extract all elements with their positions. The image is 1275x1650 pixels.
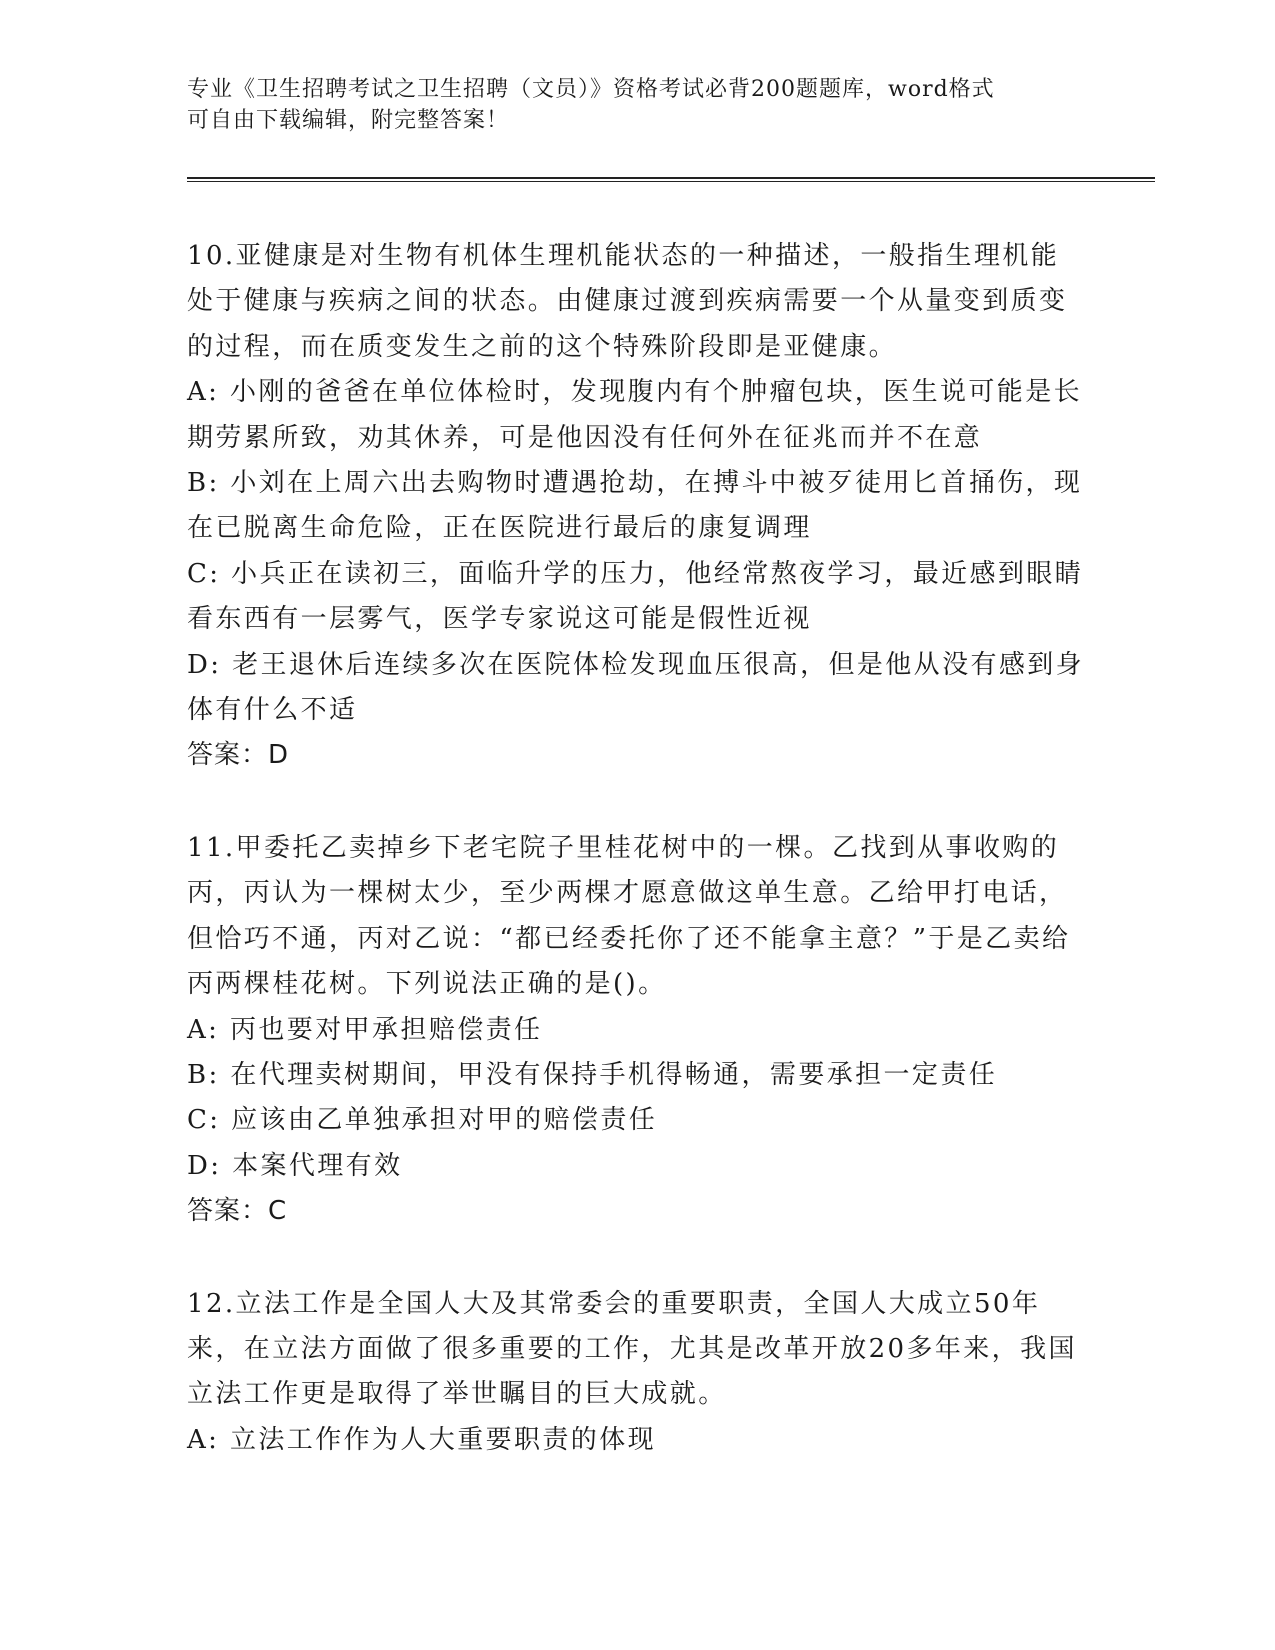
answer-line: 答案：C: [187, 1196, 288, 1227]
header-title-line2: 可自由下载编辑，附完整答案！: [187, 108, 510, 133]
option-d: D: 本案代理有效: [187, 1150, 403, 1181]
answer-line: 答案：D: [187, 740, 290, 771]
header-divider: [187, 177, 1155, 182]
question-12: [187, 1282, 1087, 1464]
option-a: A: 立法工作作为人大重要职责的体现: [187, 1424, 657, 1455]
header-title-line1: 专业《卫生招聘考试之卫生招聘（文员）》资格考试必背200题题库，word格式: [187, 77, 995, 102]
option-c: C: 小兵正在读初三，面临升学的压力，他经常熬夜学习，最近感到眼睛看东西有一层雾气，医学专家说这可能是假性近视: [187, 558, 1084, 635]
option-c: C: 应该由乙单独承担对甲的赔偿责任: [187, 1105, 658, 1136]
option-a: A: 丙也要对甲承担赔偿责任: [187, 1014, 543, 1045]
option-a: A: 小刚的爸爸在单位体检时，发现腹内有个肿瘤包块，医生说可能是长期劳累所致，劝其休养，可是他因没有任何外在征兆而并不在意: [187, 377, 1083, 453]
option-b: B: 在代理卖树期间，甲没有保持手机得畅通，需要承担一定责任: [187, 1059, 998, 1090]
question-stem: 12.立法工作是全国人大及其常委会的重要职责，全国人大成立50年来，在立法方面做了很多重要的工作，尤其是改革开放20多年来，我国立法工作更是取得了举世瞩目的巨大成就。: [187, 1288, 1077, 1410]
question-10: [187, 234, 1087, 779]
question-list: [187, 234, 1087, 1510]
question-11: [187, 826, 1087, 1235]
document-header: [187, 74, 1067, 136]
option-d: D: 老王退休后连续多次在医院体检发现血压很高，但是他从没有感到身体有什么不适: [187, 649, 1085, 726]
question-stem: 11.甲委托乙卖掉乡下老宅院子里桂花树中的一棵。乙找到从事收购的丙，丙认为一棵树太少，至少两棵才愿意做这单生意。乙给甲打电话，但恰巧不通，丙对乙说：“都已经委托你了还不能拿主意？”于是乙卖给丙两棵桂花树。下列说法正确的是()。: [187, 832, 1071, 1000]
option-b: B: 小刘在上周六出去购物时遭遇抢劫，在搏斗中被歹徒用匕首捅伤，现在已脱离生命危险，正在医院进行最后的康复调理: [187, 468, 1083, 544]
question-stem: 10.亚健康是对生物有机体生理机能状态的一种描述，一般指生理机能处于健康与疾病之间的状态。由健康过渡到疾病需要一个从量变到质变的过程，而在质变发生之前的这个特殊阶段即是亚健康。: [187, 241, 1068, 362]
